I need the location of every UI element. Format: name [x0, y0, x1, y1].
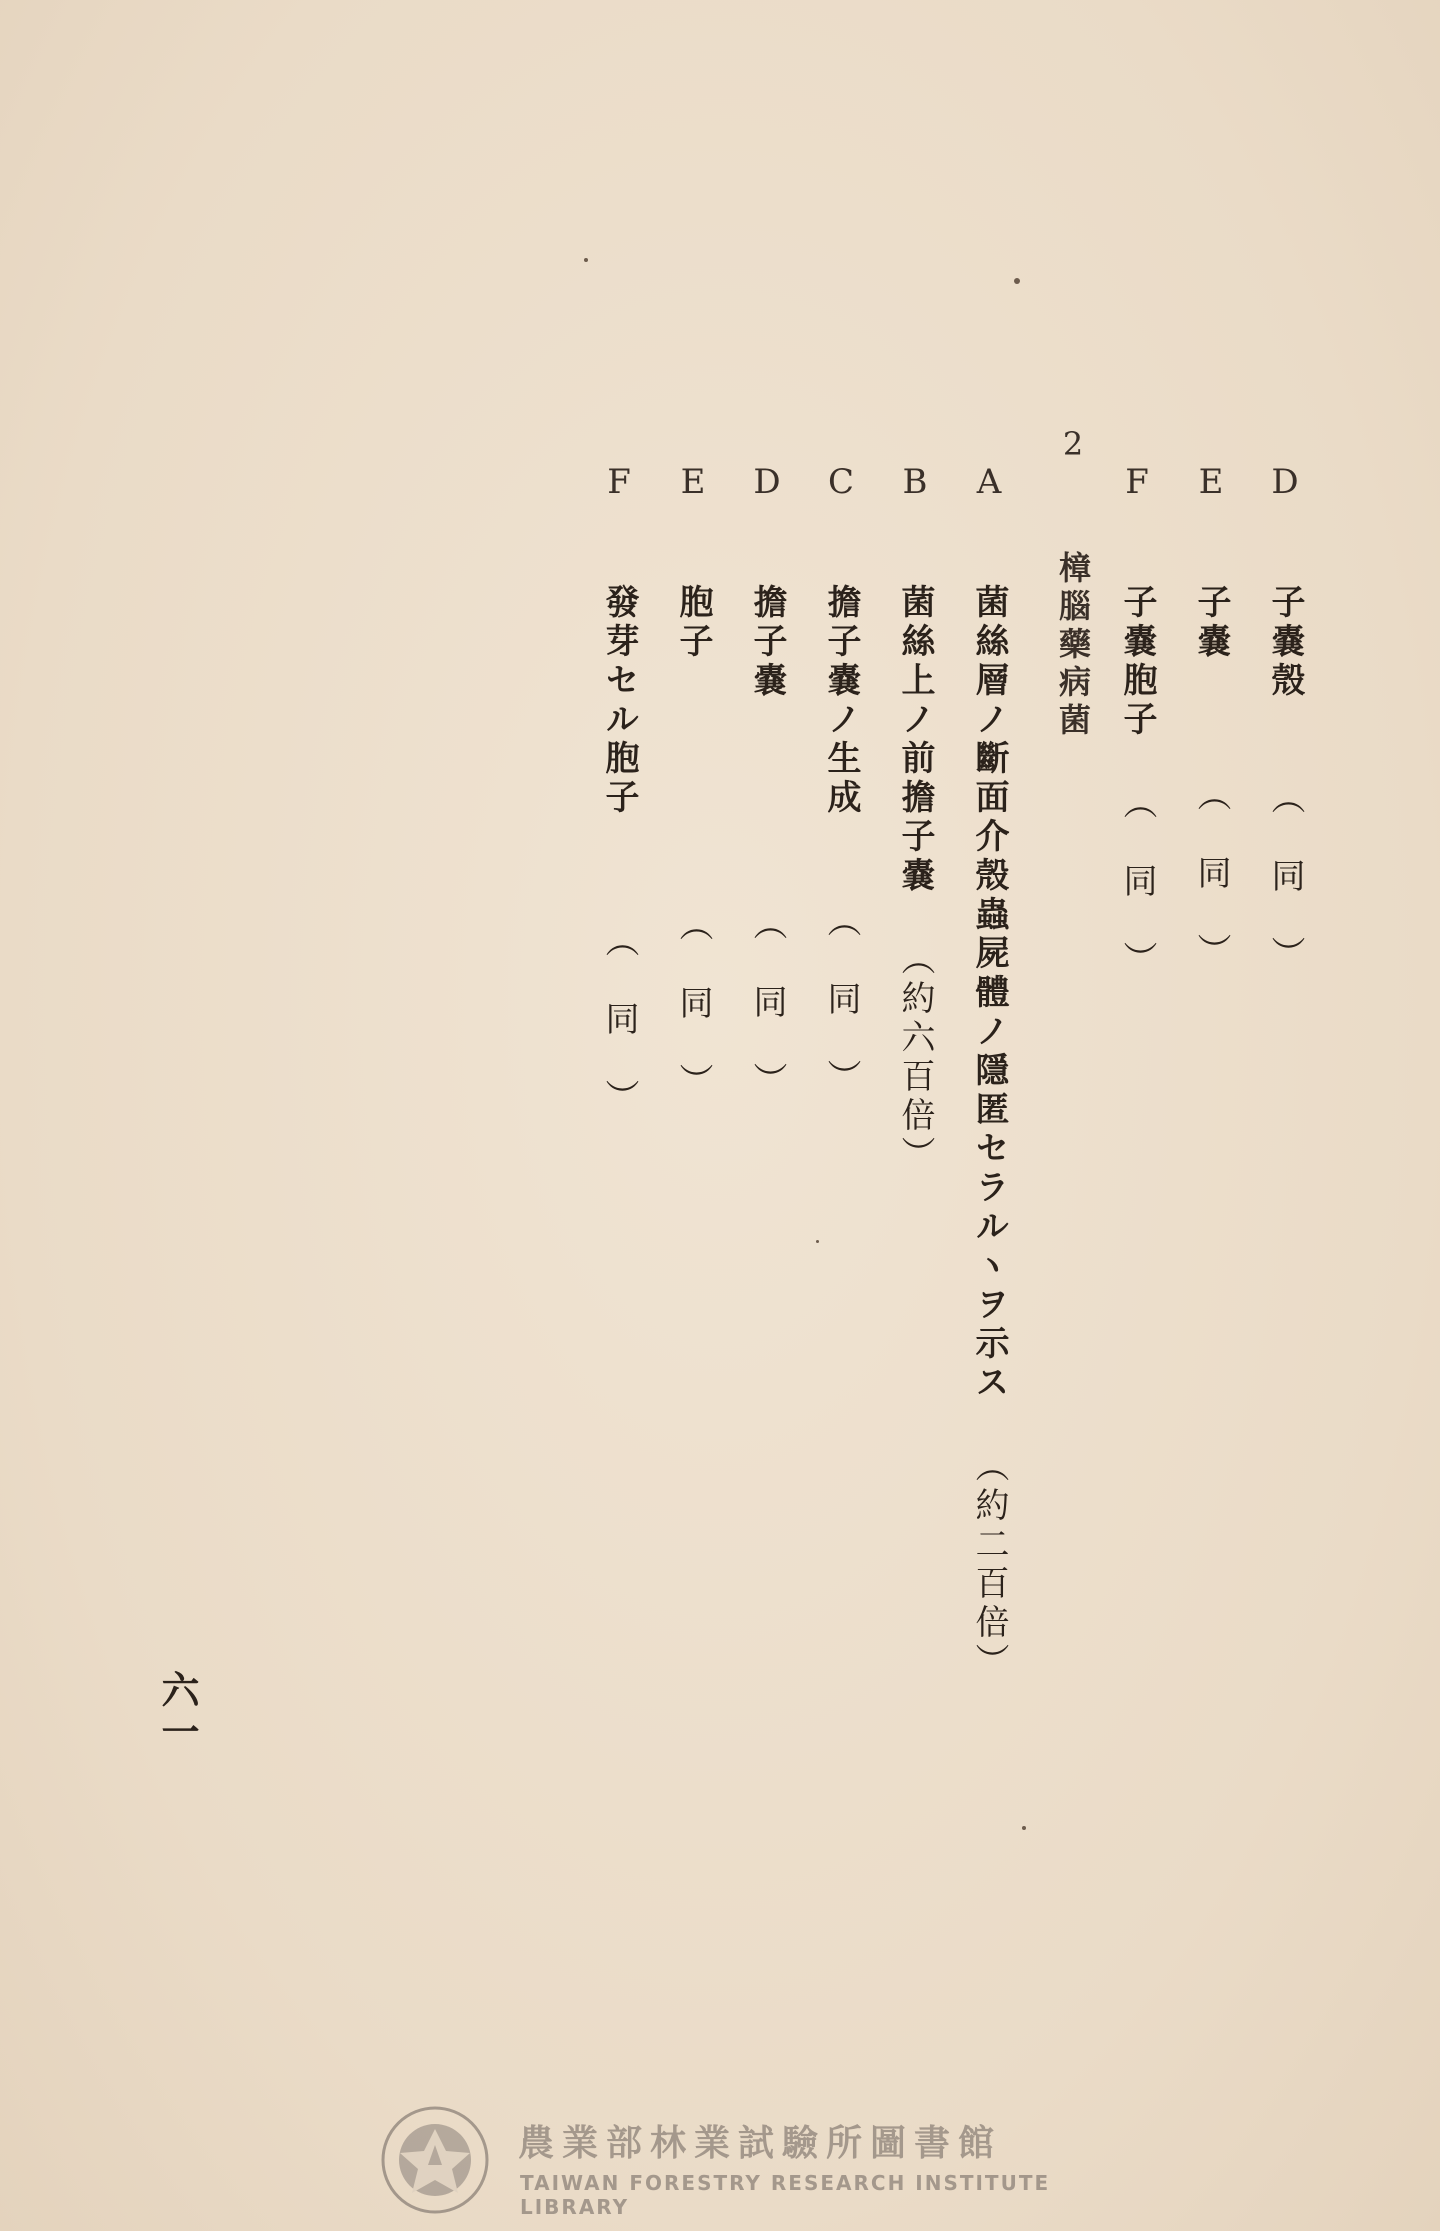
entry-label: D — [1265, 462, 1305, 507]
entry-magnification: （ 同 ） — [1265, 780, 1305, 975]
section-title: 樟腦藥病菌 — [1054, 551, 1092, 741]
section-item-c — [821, 462, 861, 1098]
item-magnification: （約六百倍） — [895, 941, 935, 1175]
item-magnification: （約二百倍） — [969, 1448, 1009, 1682]
section-item-e — [673, 462, 713, 1102]
entry-term: 子嚢殼 — [1265, 584, 1305, 701]
library-seal-icon — [380, 2105, 490, 2215]
item-magnification: （ 同 ） — [599, 923, 639, 1118]
item-term: 發芽セル胞子 — [599, 584, 639, 818]
section-item-a — [969, 462, 1009, 1682]
item-term: 菌絲層ノ斷面介殼蟲屍體ノ隱匿セラルヽヲ示ス — [969, 584, 1009, 1403]
section-heading — [1050, 425, 1096, 741]
section-number: 2 — [1054, 425, 1092, 468]
entry-term: 子嚢胞子 — [1117, 584, 1157, 740]
library-watermark — [380, 2105, 1080, 2225]
entry-e-ascus — [1191, 462, 1231, 972]
item-term: 菌絲上ノ前擔子嚢 — [895, 584, 935, 896]
item-label: C — [821, 462, 861, 507]
item-label: F — [599, 462, 639, 507]
entry-d-capsule — [1265, 462, 1305, 975]
page-number: 六一 — [155, 1670, 200, 1754]
paper-speck — [816, 1240, 819, 1243]
item-label: B — [895, 462, 935, 507]
entry-term: 子嚢 — [1191, 584, 1231, 662]
paper-speck — [584, 258, 588, 262]
item-magnification: （ 同 ） — [821, 903, 861, 1098]
entry-label: F — [1117, 462, 1157, 507]
section-item-d — [747, 462, 787, 1101]
library-name-english: TAIWAN FORESTRY RESEARCH INSTITUTE LIBRARY — [520, 2171, 1051, 2219]
entry-label: E — [1191, 462, 1231, 507]
item-label: D — [747, 462, 787, 507]
item-magnification: （ 同 ） — [747, 906, 787, 1101]
library-name-chinese: 農業部林業試驗所圖書館 — [518, 2123, 1003, 2164]
paper-speck — [1022, 1826, 1026, 1830]
entry-magnification: （ 同 ） — [1117, 785, 1157, 980]
entry-magnification: （ 同 ） — [1191, 777, 1231, 972]
item-magnification: （ 同 ） — [673, 907, 713, 1102]
item-label: A — [969, 462, 1009, 507]
item-term: 擔子嚢 — [747, 584, 787, 701]
entry-f-ascospore — [1117, 462, 1157, 980]
section-item-f — [599, 462, 639, 1118]
paper-speck — [1014, 278, 1020, 284]
section-item-b — [895, 462, 935, 1175]
item-term: 胞子 — [673, 584, 713, 662]
item-label: E — [673, 462, 713, 507]
item-term: 擔子嚢ノ生成 — [821, 584, 861, 818]
